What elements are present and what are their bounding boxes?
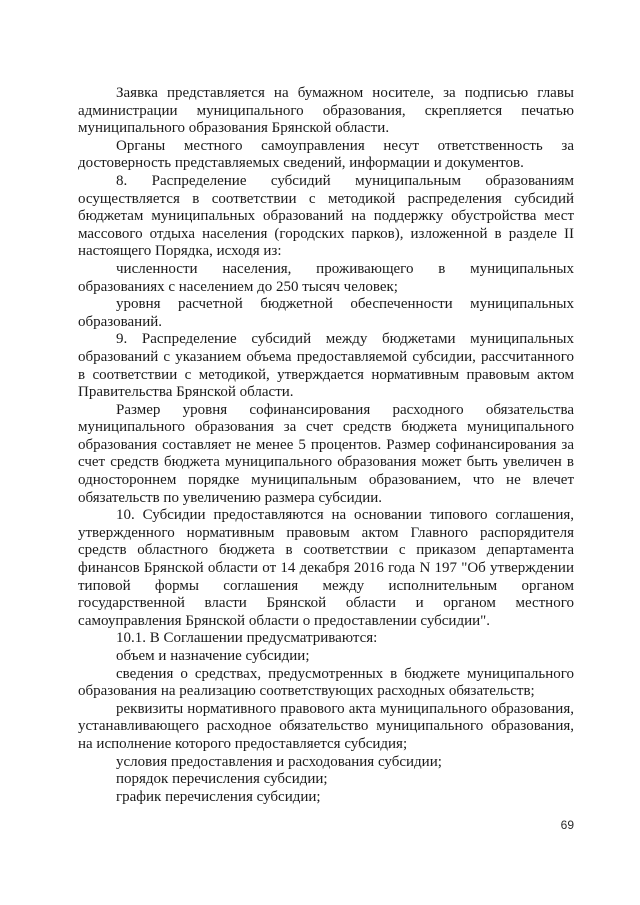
paragraph-item-8: 8. Распределение субсидий муниципальным образованиям осуществляется в соответствии с методикой распределения субсидий бюджетам муниципальных образований на поддержку обустройства мест массового отдыха населения (городских парков), изложенной в разделе II настоящего Порядка, исходя из: — [78, 172, 574, 260]
list-item-legal-act: реквизиты нормативного правового акта муниципального образования, устанавливающего расходное обязательство муниципального образования, на исполнение которого предоставляется субсидия; — [78, 700, 574, 752]
list-item-transfer-schedule: график перечисления субсидии; — [116, 788, 321, 805]
paragraph-population: численности населения, проживающего в муниципальных образованиях с населением до 250 тысяч человек; — [78, 260, 574, 295]
page-number: 69 — [560, 818, 574, 832]
paragraph-item-10: 10. Субсидии предоставляются на основании типового соглашения, утвержденного нормативным правовым актом Главного распорядителя средств областного бюджета в соответствии с приказом департамента финансов Брянской области от 14 декабря 2016 года N 197 "Об утверждении типовой формы соглашения между исполнительным органом государственной власти Брянской области и органом местного самоуправления Брянской области о предоставлении субсидии". — [78, 507, 574, 629]
document-body — [78, 85, 574, 806]
paragraph-cofinancing: Размер уровня софинансирования расходного обязательства муниципального образования за счет средств бюджета муниципального образования составляет не менее 5 процентов. Размер софинансирования за счет средств бюджета муниципального образования может быть увеличен в одностороннем порядке муниципальным образованием, что не влечет обязательств по увеличению размера субсидии. — [78, 401, 574, 506]
list-item-volume: объем и назначение субсидии; — [116, 648, 310, 664]
list-item-funds-info: сведения о средствах, предусмотренных в бюджете муниципального образования на реализацию соответствующих расходных обязательств; — [78, 665, 574, 700]
paragraph-budget-level: уровня расчетной бюджетной обеспеченности муниципальных образований. — [78, 296, 574, 330]
paragraph-responsibility: Органы местного самоуправления несут ответственность за достоверность представляемых сведений, информации и документов. — [78, 137, 574, 172]
paragraph-application: Заявка представляется на бумажном носителе, за подписью главы администрации муниципального образования, скрепляется печатью муниципального образования Брянской области. — [78, 85, 574, 137]
list-item-transfer-order: порядок перечисления субсидии; — [116, 771, 328, 788]
list-item-conditions: условия предоставления и расходования субсидии; — [116, 753, 442, 770]
paragraph-item-10-1: 10.1. В Соглашении предусматриваются: — [116, 630, 378, 647]
paragraph-item-9: 9. Распределение субсидий между бюджетами муниципальных образований с указанием объема предоставляемой субсидии, рассчитанного в соответствии с методикой, утверждается нормативным правовым актом Правительства Брянской области. — [78, 331, 574, 401]
